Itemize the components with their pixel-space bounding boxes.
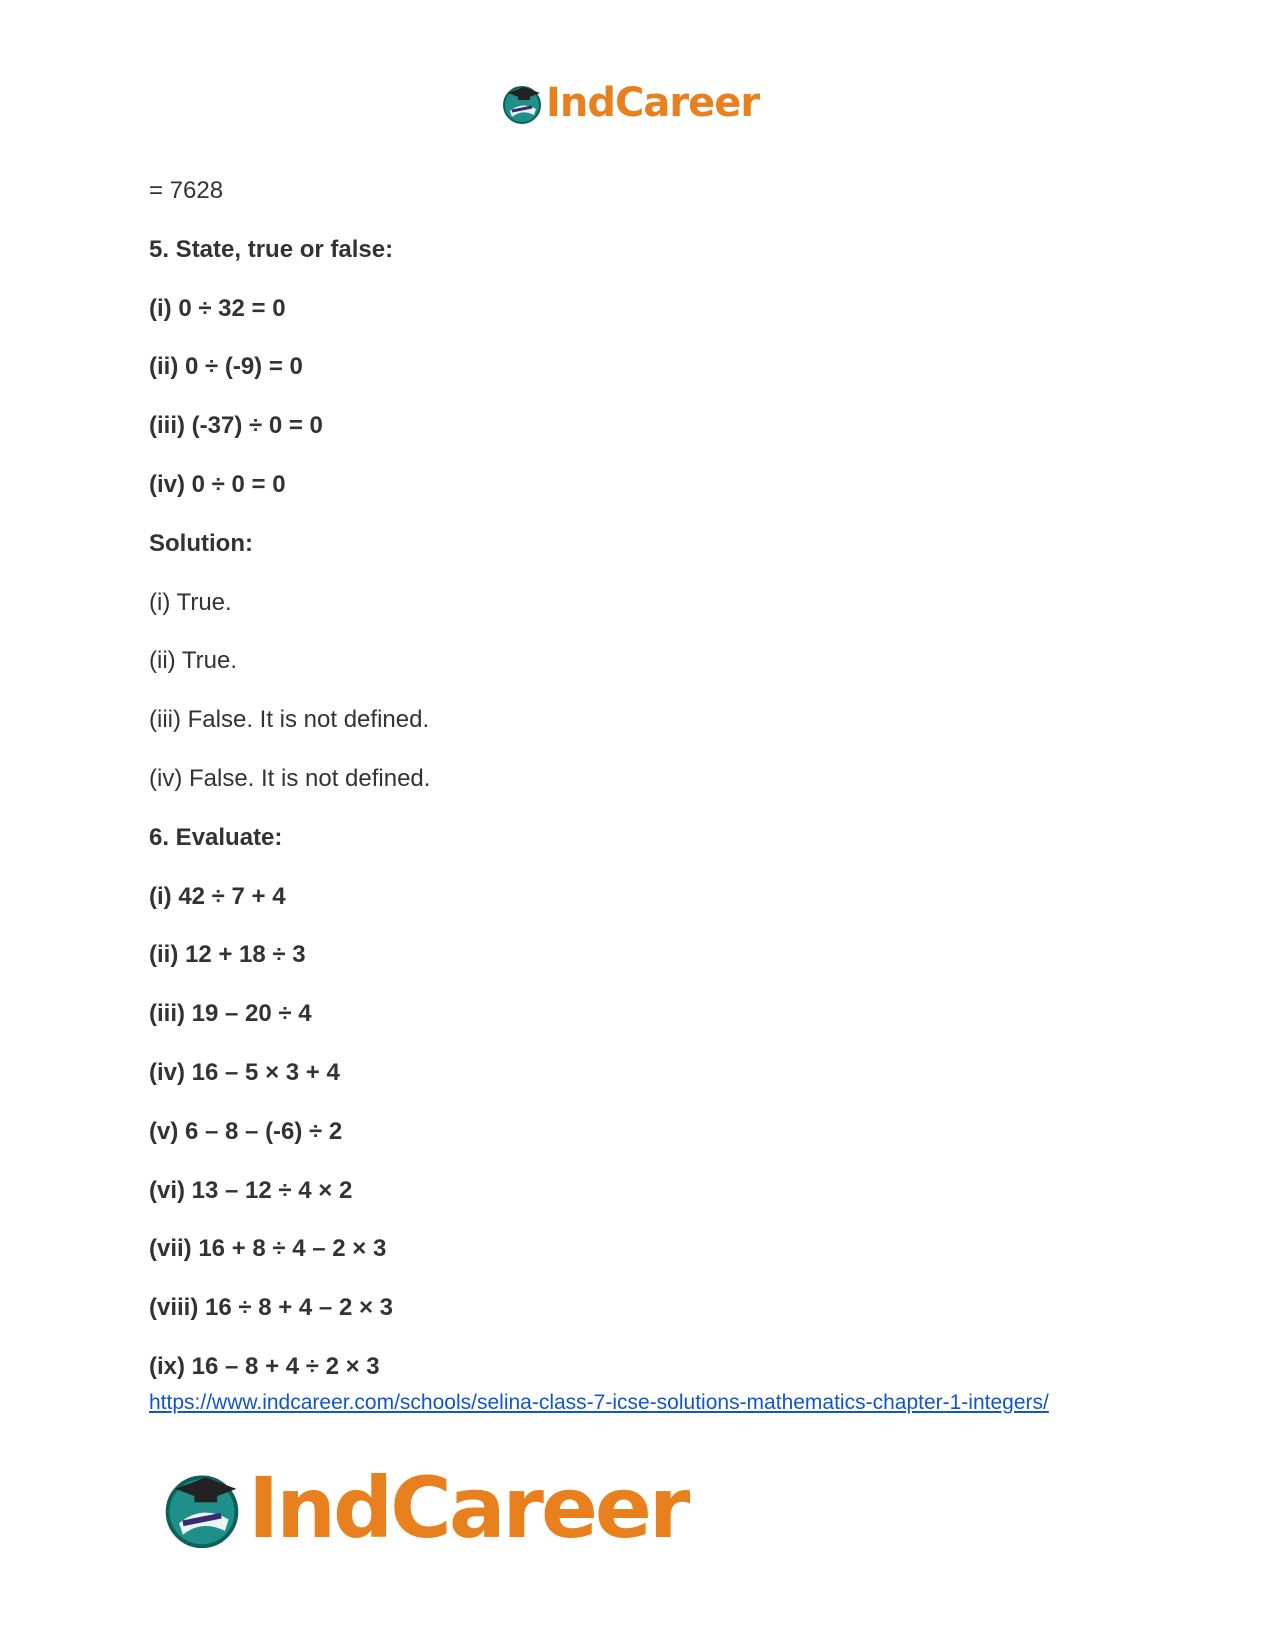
content-line: (vi) 13 – 12 ÷ 4 × 2: [149, 1177, 353, 1204]
logo-wordmark: IndCareer: [248, 1459, 688, 1557]
graduation-globe-icon: [500, 81, 544, 125]
content-line: (ii) True.: [149, 647, 238, 674]
content-line: (i) True.: [149, 589, 232, 616]
content-line: 5. State, true or false:: [149, 236, 394, 263]
content-line: (iv) 0 ÷ 0 = 0: [149, 471, 286, 498]
source-link[interactable]: https://www.indcareer.com/schools/selina-class-7-icse-solutions-mathematics-chapter-1-integers/: [149, 1391, 1049, 1414]
content-line: 6. Evaluate:: [149, 824, 283, 851]
graduation-globe-icon: [160, 1466, 244, 1550]
content-line: (v) 6 – 8 – (-6) ÷ 2: [149, 1118, 343, 1145]
content-line: (ix) 16 – 8 + 4 ÷ 2 × 3: [149, 1353, 380, 1380]
content-line: (iii) (-37) ÷ 0 = 0: [149, 412, 323, 439]
content-line: Solution:: [149, 530, 253, 557]
content-line: (ii) 0 ÷ (-9) = 0: [149, 353, 303, 380]
content-line: (viii) 16 ÷ 8 + 4 – 2 × 3: [149, 1294, 393, 1321]
content-line: (vii) 16 + 8 ÷ 4 – 2 × 3: [149, 1235, 387, 1262]
header-logo: [500, 78, 759, 128]
logo-wordmark: IndCareer: [546, 80, 760, 126]
footer-logo: [160, 1460, 687, 1556]
content-line: = 7628: [149, 177, 224, 204]
content-line: (iii) 19 – 20 ÷ 4: [149, 1000, 312, 1027]
content-line: (i) 0 ÷ 32 = 0: [149, 295, 286, 322]
content-line: (iv) 16 – 5 × 3 + 4: [149, 1059, 340, 1086]
content-line: (i) 42 ÷ 7 + 4: [149, 883, 286, 910]
content-line: (iv) False. It is not defined.: [149, 765, 431, 792]
content-line: (iii) False. It is not defined.: [149, 706, 430, 733]
content-line: (ii) 12 + 18 ÷ 3: [149, 941, 306, 968]
